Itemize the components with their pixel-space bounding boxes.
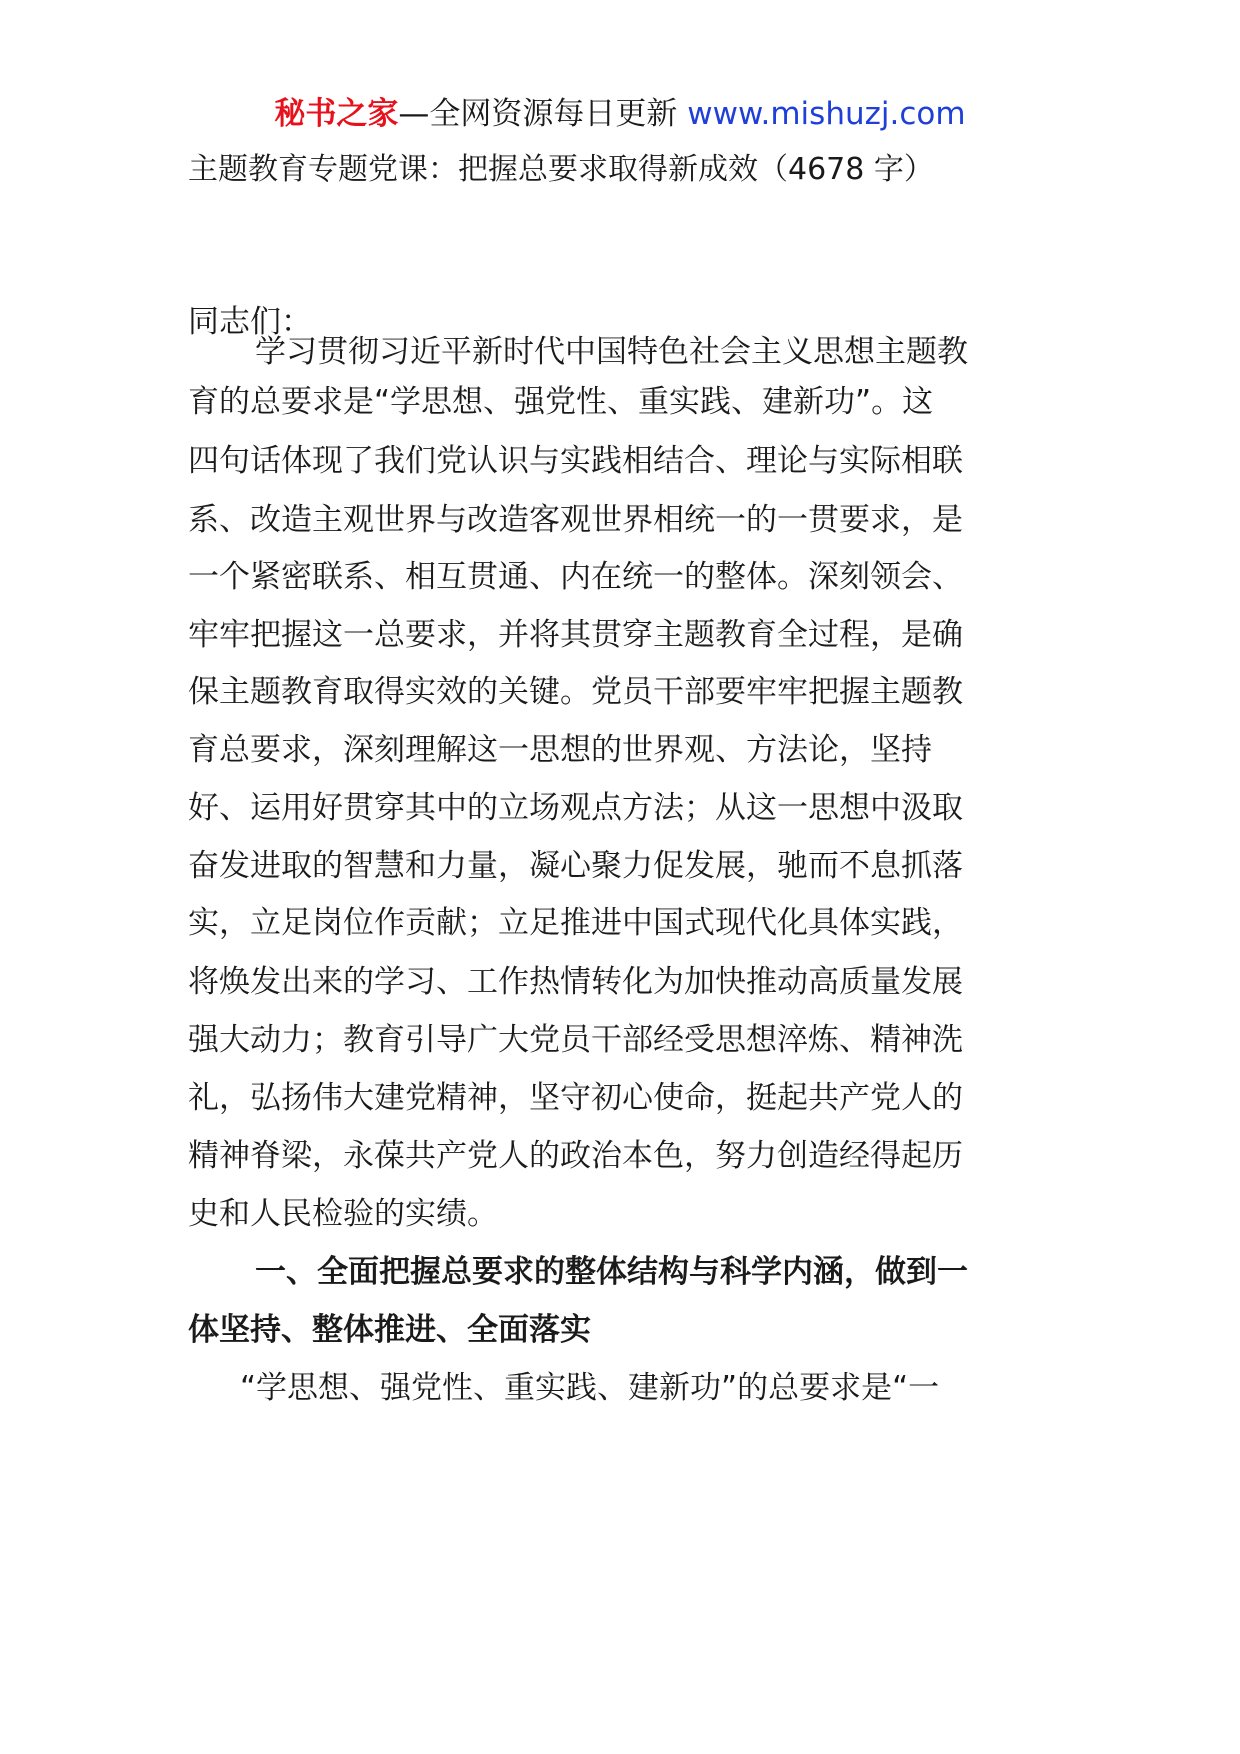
salutation: 同志们： — [188, 304, 312, 340]
paragraph-line: “学思想、强党性、重实践、建新功”的总要求是“一 — [240, 1370, 940, 1406]
section-heading-line: 体坚持、整体推进、全面落实 — [188, 1312, 591, 1348]
paragraph-line: 牢牢把握这一总要求，并将其贯穿主题教育全过程，是确 — [188, 617, 963, 653]
paragraph-line: 将焕发出来的学习、工作热情转化为加快推动高质量发展 — [188, 964, 963, 1000]
paragraph-line: 强大动力；教育引导广大党员干部经受思想淬炼、精神洗 — [188, 1022, 963, 1058]
paragraph-line: 一个紧密联系、相互贯通、内在统一的整体。深刻领会、 — [188, 559, 963, 595]
paragraph-line: 育的总要求是“学思想、强党性、重实践、建新功”。这 — [188, 384, 934, 420]
document-title: 主题教育专题党课：把握总要求取得新成效（4678 字） — [188, 152, 934, 187]
paragraph-line: 好、运用好贯穿其中的立场观点方法；从这一思想中汲取 — [188, 790, 963, 826]
paragraph-line: 史和人民检验的实绩。 — [188, 1196, 498, 1232]
paragraph-line: 四句话体现了我们党认识与实践相结合、理论与实际相联 — [188, 443, 963, 479]
site-header — [0, 92, 1240, 136]
paragraph-line: 精神脊梁，永葆共产党人的政治本色，努力创造经得起历 — [188, 1138, 963, 1174]
header-tagline: —全网资源每日更新 — [398, 96, 688, 132]
paragraph-line: 育总要求，深刻理解这一思想的世界观、方法论，坚持 — [188, 732, 932, 768]
paragraph-line: 礼，弘扬伟大建党精神，坚守初心使命，挺起共产党人的 — [188, 1080, 963, 1116]
paragraph-line: 系、改造主观世界与改造客观世界相统一的一贯要求，是 — [188, 502, 963, 538]
paragraph-line: 学习贯彻习近平新时代中国特色社会主义思想主题教 — [255, 334, 968, 370]
brand-name: 秘书之家 — [274, 96, 399, 132]
section-heading-line: 一、全面把握总要求的整体结构与科学内涵，做到一 — [255, 1254, 968, 1290]
site-url[interactable]: www.mishuzj.com — [687, 96, 966, 132]
paragraph-line: 实，立足岗位作贡献；立足推进中国式现代化具体实践， — [188, 905, 963, 941]
paragraph-line: 奋发进取的智慧和力量，凝心聚力促发展，驰而不息抓落 — [188, 848, 963, 884]
paragraph-line: 保主题教育取得实效的关键。党员干部要牢牢把握主题教 — [188, 674, 963, 710]
